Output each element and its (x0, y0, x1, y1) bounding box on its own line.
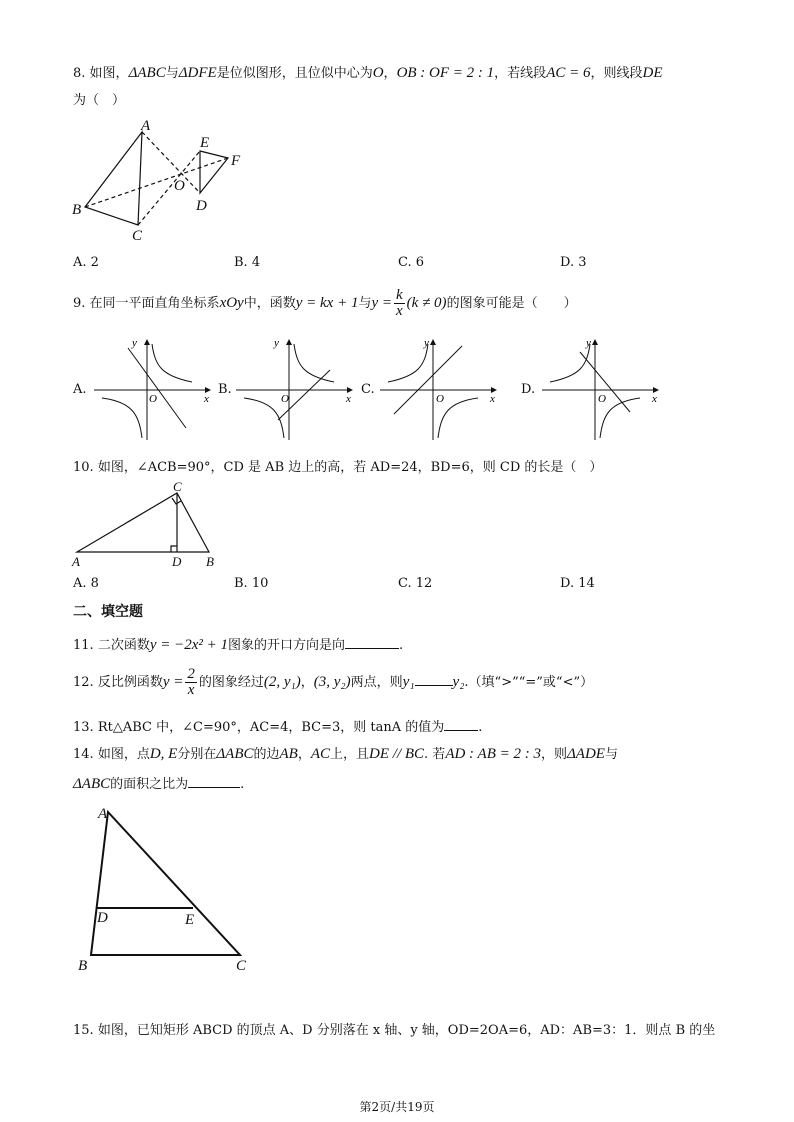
q8-ac-length: AC = 6 (546, 65, 591, 81)
q14-text: 分别在 (177, 747, 217, 762)
q8-label-f: F (231, 153, 241, 169)
q9-condition: (k ≠ 0) (406, 295, 447, 311)
q8-triangle-abc: ΔABC (128, 65, 166, 81)
q8-text: ， (383, 66, 397, 81)
q9-graph-c (378, 336, 503, 444)
q9-frac-den: x (396, 303, 403, 319)
q8-text: 如图， (89, 66, 129, 81)
q10-option-a: A. 8 (73, 576, 99, 591)
q9d-o: O (598, 393, 606, 405)
q9-option-a-letter: A. (73, 382, 87, 397)
q9a-o: O (149, 393, 157, 405)
q8-triangle-dfe: ΔDFE (178, 65, 217, 81)
q8-label-a: A (141, 118, 151, 134)
q8-text: ，若线段 (494, 66, 547, 81)
q13-end: . (478, 720, 483, 735)
q9a-y: y (132, 337, 137, 349)
q10-text: 如图，∠ACB=90°，CD 是 AB 边上的高，若 AD=24，BD=6，则 CD 的长是（ ） (97, 460, 603, 475)
q14-answer-blank (188, 787, 240, 788)
triangle-dfe (200, 151, 228, 193)
q11-stem (73, 634, 403, 654)
q10-option-b: B. 10 (234, 576, 269, 591)
q9-text: 与 (358, 296, 372, 311)
q12-text: .（填“>”“=”或“<”） (464, 675, 594, 690)
q14-text: 的面积之比为 (110, 777, 189, 792)
page-footer: 第2页/共19页 (359, 1100, 435, 1114)
q14-parallel: DE // BC (369, 746, 425, 762)
q12-point2: (3, y₂) (313, 674, 351, 690)
q14-end: . (240, 777, 245, 792)
q12-text: 两点，则 (350, 675, 403, 690)
q9-option-d-letter: D. (521, 382, 536, 397)
q10-label-d: D (172, 554, 182, 569)
q14-triangle-ade: ΔADE (567, 746, 605, 762)
q14-triangle-abc: ΔABC (73, 776, 111, 792)
q9-option-b-letter: B. (218, 382, 232, 397)
q9-system: xOy (219, 295, 244, 311)
section-title: 二、填空题 (73, 604, 143, 620)
q8-label-o: O (174, 178, 185, 194)
q13-stem (73, 716, 482, 735)
q14-stem-line1 (73, 743, 618, 763)
q8-label-b: B (72, 202, 82, 218)
q14-text: 上，且 (330, 747, 370, 762)
q13-number: 13. (73, 720, 94, 735)
q9-graph-b (234, 336, 359, 444)
q9-inverse-function: y = (371, 295, 392, 311)
q8-label-c: C (132, 228, 143, 242)
q8-label-d: D (196, 198, 207, 214)
q8-option-c: C. 6 (398, 255, 425, 270)
triangle-abc (85, 132, 142, 225)
q9a-x: x (204, 393, 209, 405)
q14-text: 的边 (253, 747, 280, 762)
q15-number: 15. (73, 1023, 94, 1038)
q8-text: 与 (165, 66, 179, 81)
q13-text: Rt△ABC 中，∠C=90°，AC=4，BC=3，则 tanA 的值为 (97, 720, 445, 735)
q8-stem-line2: 为（ ） (73, 93, 126, 108)
q8-label-e: E (200, 135, 210, 151)
q11-number: 11. (73, 638, 94, 653)
q10-stem (73, 456, 602, 475)
q8-text: ，则线段 (590, 66, 643, 81)
q9d-y: y (586, 337, 591, 349)
q8-option-d: D. 3 (560, 255, 587, 270)
q9d-x: x (652, 393, 657, 405)
q14-label-c: C (236, 958, 247, 974)
q14-text: 如图，点 (97, 747, 150, 762)
q8-de: DE (642, 65, 663, 81)
q15-text: 如图，已知矩形 ABCD 的顶点 A、D 分别落在 x 轴、y 轴，OD=2OA=6，AD：AB=3：1．则点 B 的坐 (97, 1023, 716, 1038)
q11-text: 图象的开口方向是向 (228, 638, 346, 653)
q14-ratio: AD : AB = 2 : 3 (445, 746, 541, 762)
q14-figure (70, 800, 260, 980)
q13-answer-blank (444, 730, 478, 731)
q12-text: 的图象经过 (198, 675, 264, 690)
q9c-o: O (436, 393, 444, 405)
q9-number: 9. (73, 296, 86, 311)
q12-frac-den: x (187, 682, 195, 698)
q12-point1: (2, y₁) (263, 674, 301, 690)
q11-answer-blank (345, 648, 399, 649)
q10-option-d: D. 14 (560, 576, 595, 591)
q10-label-c: C (173, 479, 182, 494)
q9-text: 中，函数 (243, 296, 296, 311)
q14-side-ac: AC (310, 746, 331, 762)
q11-end: . (399, 638, 404, 653)
q9-graph-a (92, 336, 217, 444)
q9-graph-d (540, 336, 665, 444)
q12-frac-num: 2 (187, 666, 195, 682)
q9-option-c-letter: C. (361, 382, 375, 397)
q8-stem-line1 (73, 62, 663, 82)
q8-center: O (372, 65, 384, 81)
q9-text: 的图象可能是（ ） (446, 296, 577, 311)
q12-fraction (185, 667, 197, 698)
q8-option-b: B. 4 (234, 255, 261, 270)
q9-linear-function: y = kx + 1 (295, 295, 359, 311)
q11-text: 二次函数 (97, 638, 150, 653)
q14-text: ， (297, 747, 311, 762)
q12-text: 反比例函数 (97, 675, 163, 690)
q14-number: 14. (73, 747, 94, 762)
q9b-x: x (346, 393, 351, 405)
q12-stem (73, 667, 593, 698)
q14-label-e: E (185, 912, 195, 928)
q12-sep: ， (300, 675, 314, 690)
q12-y2: y₂ (452, 674, 465, 690)
q9-frac-num: k (396, 287, 403, 303)
q10-option-c: C. 12 (398, 576, 433, 591)
q12-function: y = (162, 674, 184, 690)
q9-stem (73, 288, 577, 319)
q14-label-d: D (97, 910, 108, 926)
q8-figure (70, 112, 260, 242)
q9-fraction (394, 288, 405, 319)
q8-ratio: OB : OF = 2 : 1 (396, 65, 495, 81)
q14-side-ab: AB (279, 746, 298, 762)
q12-answer-blank (415, 685, 453, 686)
q9-text: 在同一平面直角坐标系 (89, 296, 220, 311)
q14-text: ，则 (540, 747, 567, 762)
q14-label-b: B (78, 958, 88, 974)
q10-label-a: A (72, 554, 80, 569)
q11-function: y = −2x² + 1 (149, 637, 229, 653)
q10-number: 10. (73, 460, 94, 475)
q8-option-a: A. 2 (73, 255, 99, 270)
q9b-y: y (274, 337, 279, 349)
q15-stem (73, 1019, 715, 1038)
q10-label-b: B (206, 554, 214, 569)
q8-number: 8. (73, 66, 86, 81)
q10-figure (70, 478, 230, 570)
q14-points: D, E (149, 746, 178, 762)
q14-text: 与 (604, 747, 618, 762)
q14-label-a: A (98, 806, 108, 822)
q14-stem-line2 (73, 773, 244, 793)
q12-y1: y₁ (402, 674, 415, 690)
q9c-y: y (424, 337, 429, 349)
q14-triangle: ΔABC (216, 746, 254, 762)
q9c-x: x (490, 393, 495, 405)
q8-text: 是位似图形，且位似中心为 (216, 66, 373, 81)
q12-number: 12. (73, 675, 94, 690)
q9b-o: O (281, 393, 289, 405)
q14-text: . 若 (424, 747, 446, 762)
